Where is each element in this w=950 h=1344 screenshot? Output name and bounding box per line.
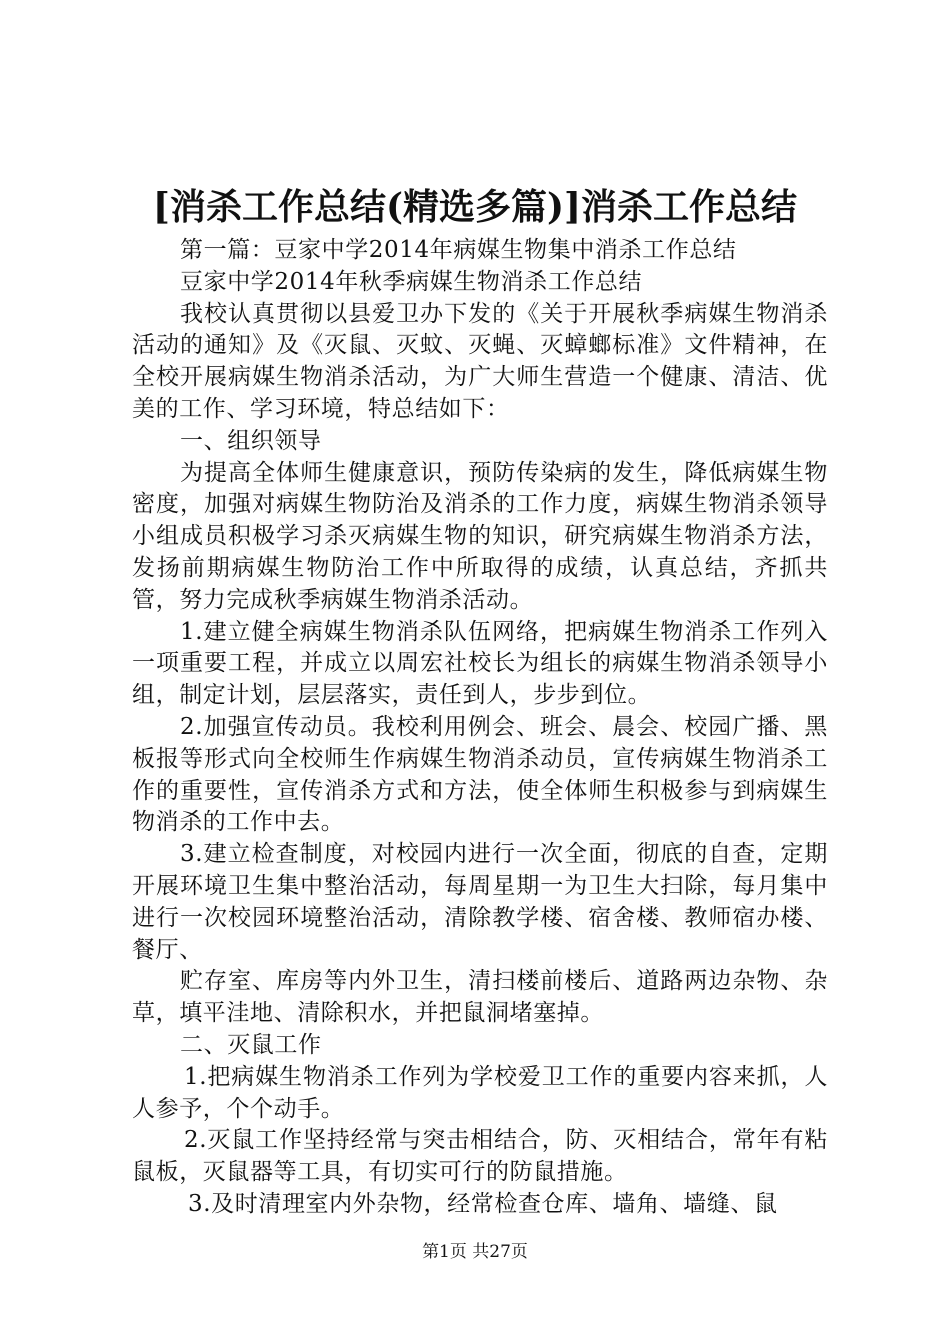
body-paragraph: 第一篇：豆家中学2014年病媒生物集中消杀工作总结 xyxy=(180,237,737,263)
body-paragraph: 二、灭鼠工作 xyxy=(180,1031,322,1058)
body-paragraph: 一、组织领导 xyxy=(180,427,322,454)
body-paragraph: 2.灭鼠工作坚持经常与突击相结合，防、灭相结合，常年有粘鼠板，灭鼠器等工具，有切实可行的防鼠措施。 xyxy=(132,1127,828,1186)
body-paragraph: 为提高全体师生健康意识，预防传染病的发生，降低病媒生物密度，加强对病媒生物防治及消杀的工作力度，病媒生物消杀领导小组成员积极学习杀灭病媒生物的知识，研究病媒生物消杀方法，发扬前期病媒生物防治工作中所取得的成绩，认真总结，齐抓共管，努力完成秋季病媒生物消杀活动。 xyxy=(132,459,828,613)
body-paragraph: 2.加强宣传动员。我校利用例会、班会、晨会、校园广播、黑板报等形式向全校师生作病媒生物消杀动员，宣传病媒生物消杀工作的重要性，宣传消杀方式和方法，使全体师生积极参与到病媒生物消杀的工作中去。 xyxy=(132,713,828,836)
body-paragraph: 豆家中学2014年秋季病媒生物消杀工作总结 xyxy=(180,268,643,295)
body-paragraph: 贮存室、库房等内外卫生，清扫楼前楼后、道路两边杂物、杂草，填平洼地、清除积水，并把鼠洞堵塞掉。 xyxy=(132,968,828,1027)
page-footer: 第1页 共27页 xyxy=(422,1242,528,1262)
body-paragraph: 我校认真贯彻以县爱卫办下发的《关于开展秋季病媒生物消杀活动的通知》及《灭鼠、灭蚊、灭蝇、灭蟑螂标准》文件精神，在全校开展病媒生物消杀活动，为广大师生营造一个健康、清洁、优美的工作、学习环境，特总结如下： xyxy=(132,300,828,422)
body-paragraph: 1.把病媒生物消杀工作列为学校爱卫工作的重要内容来抓，人人参予，个个动手。 xyxy=(132,1063,828,1122)
document-title: [消杀工作总结(精选多篇)]消杀工作总结 xyxy=(152,186,798,228)
body-paragraph: 1.建立健全病媒生物消杀队伍网络，把病媒生物消杀工作列入一项重要工程，并成立以周宏社校长为组长的病媒生物消杀领导小组，制定计划，层层落实，责任到人，步步到位。 xyxy=(132,618,828,709)
body-paragraph: 3.及时清理室内外杂物，经常检查仓库、墙角、墙缝、鼠 xyxy=(188,1190,778,1217)
document-body xyxy=(132,235,828,1221)
body-paragraph: 3.建立检查制度，对校园内进行一次全面，彻底的自查，定期开展环境卫生集中整治活动，每周星期一为卫生大扫除，每月集中进行一次校园环境整治活动，清除教学楼、宿舍楼、教师宿办楼、餐厅、 xyxy=(132,841,828,963)
